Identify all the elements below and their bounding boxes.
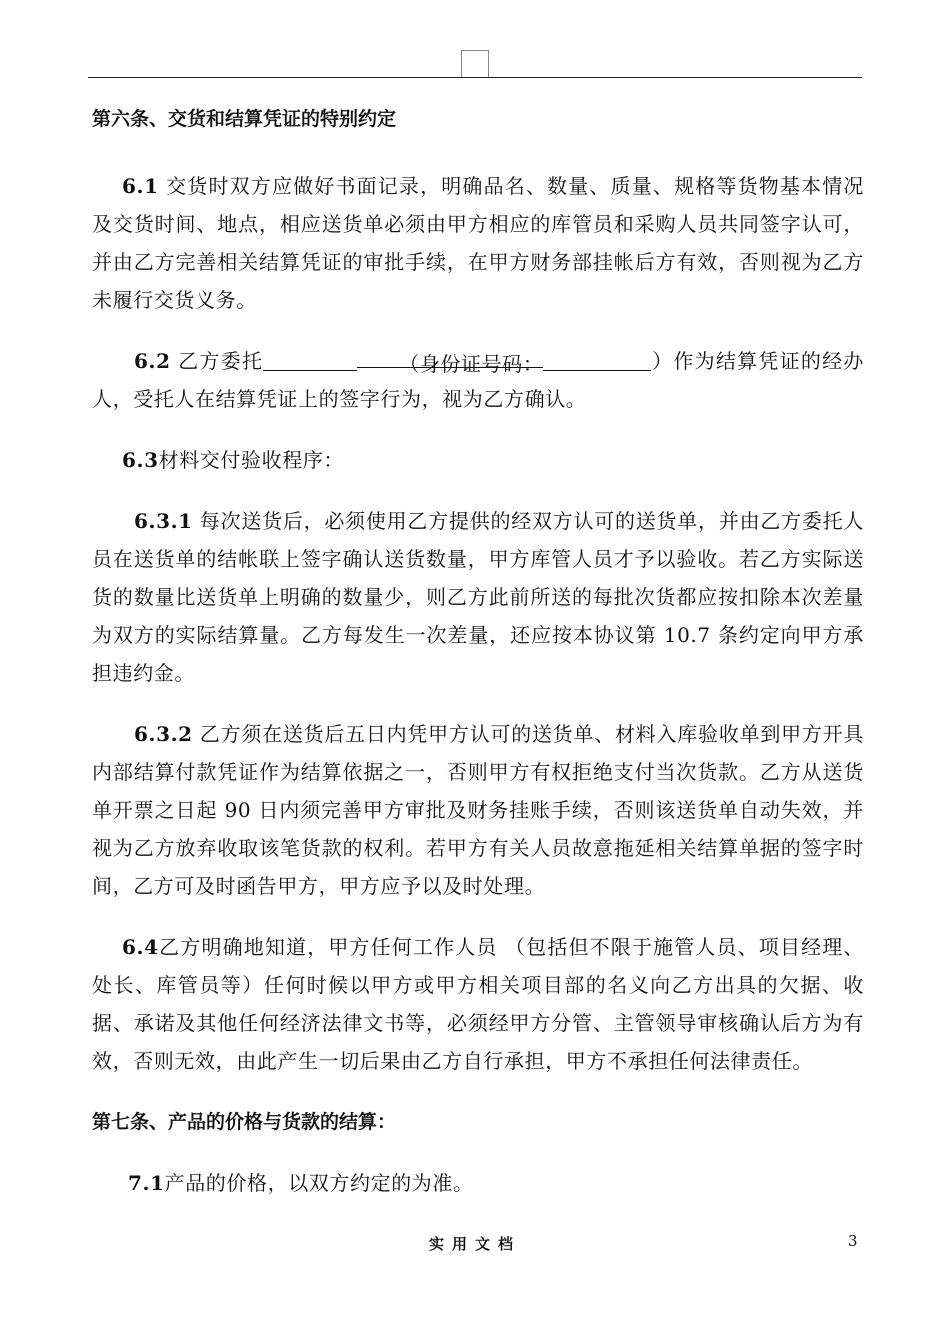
clause-number: 6.3.2 [134,722,193,746]
agent-name-blank [263,348,357,371]
section-heading-7: 第七条、产品的价格与货款的结算： [92,1111,397,1133]
document-body [92,100,864,1202]
id-number-blank [543,348,651,371]
clause-number: 6.1 [122,174,159,198]
clause-number: 6.3.1 [134,509,193,533]
clause-number: 6.3 [122,448,159,472]
clause-text: ）作为结算凭证的经办人，受托人在结算凭证上的签字行为，视为乙方确认。 [92,349,865,411]
clause-6-2 [92,342,864,418]
page-number: 3 [848,1232,858,1250]
clause-text: 乙方明确地知道，甲方任何工作人员 （包括但不限于施管人员、项目经理、处长、库管员等）任何时候以甲方或甲方相关项目部的名义向乙方出具的欠据、收据、承诺及其他任何经济法律文书等，必须经甲方分管、主管领导审核确认后方为有效，否则无效，由此产生一切后果由乙方自行承担，甲方不承担任何法律责任。 [92,935,864,1073]
clause-number: 6.4 [122,935,159,959]
footer-title: 实用文档 [428,1235,521,1253]
clause-7-1 [92,1164,864,1202]
section-heading-6: 第六条、交货和结算凭证的特别约定 [92,108,397,130]
clause-6-3-2 [92,715,864,905]
clause-number: 7.1 [128,1171,165,1195]
id-number-label: （身份证号码： [357,345,543,368]
clause-6-4 [92,928,864,1080]
clause-text: 乙方委托 [170,349,264,373]
clause-text: 交货时双方应做好书面记录，明确品名、数量、质量、规格等货物基本情况及交货时间、地点，相应送货单必须由甲方相应的库管员和采购人员共同签字认可，并由乙方完善相关结算凭证的审批手续，在甲方财务部挂帐后方有效，否则视为乙方未履行交货义务。 [92,174,864,312]
header-tab [461,50,489,77]
clause-6-1 [92,167,864,319]
header-rule [88,77,862,78]
clause-6-3 [92,441,864,479]
clause-6-3-1 [92,502,864,692]
clause-text: 材料交付验收程序： [158,448,345,472]
clause-number: 6.2 [134,349,171,373]
clause-text: 乙方须在送货后五日内凭甲方认可的送货单、材料入库验收单到甲方开具内部结算付款凭证作为结算依据之一，否则甲方有权拒绝支付当次货款。乙方从送货单开票之日起 90 日内须完善甲方审批及财务挂账手续，否则该送货单自动失效，并视为乙方放弃收取该笔货款的权利。若甲方有关人员故意拖延相关结算单据的签字时间，乙方可及时函告甲方，甲方应予以及时处理。 [92,722,864,898]
clause-text: 每次送货后，必须使用乙方提供的经双方认可的送货单，并由乙方委托人员在送货单的结帐联上签字确认送货数量，甲方库管人员才予以验收。若乙方实际送货的数量比送货单上明确的数量少，则乙方此前所送的每批次货都应按扣除本次差量为双方的实际结算量。乙方每发生一次差量，还应按本协议第 10.7 条约定向甲方承担违约金。 [92,509,864,685]
clause-text: 产品的价格，以双方约定的为准。 [164,1171,474,1195]
